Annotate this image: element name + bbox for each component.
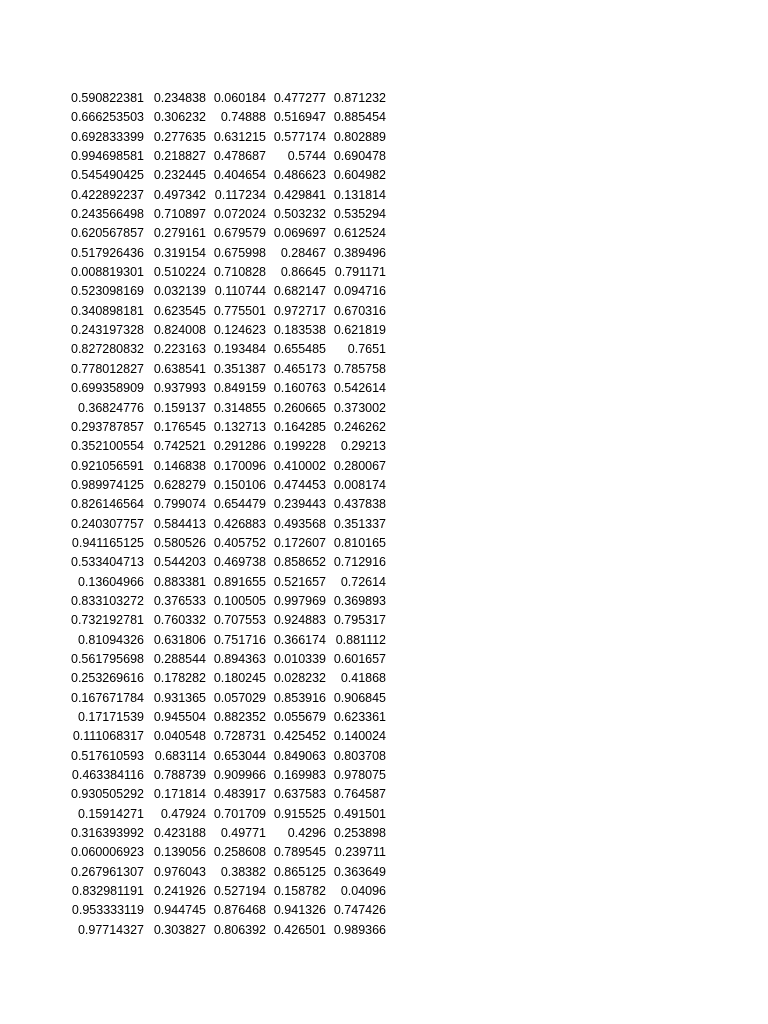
table-cell[interactable]: 0.832981191 bbox=[71, 884, 144, 899]
table-cell[interactable]: 0.17171539 bbox=[77, 710, 144, 724]
table-cell[interactable]: 0.621819 bbox=[333, 323, 386, 338]
table-cell[interactable]: 0.858652 bbox=[273, 555, 326, 570]
table-row bbox=[68, 553, 386, 572]
table-cell[interactable]: 0.146838 bbox=[153, 458, 206, 473]
table-cell[interactable]: 0.29213 bbox=[340, 439, 386, 454]
table-cell[interactable]: 0.924883 bbox=[273, 613, 326, 628]
table-cell[interactable]: 0.13604966 bbox=[77, 574, 144, 589]
table-cell[interactable]: 0.612524 bbox=[333, 226, 386, 241]
table-cell[interactable]: 0.170096 bbox=[213, 458, 266, 473]
table-cell[interactable]: 0.314855 bbox=[213, 400, 266, 415]
table-cell[interactable]: 0.577174 bbox=[273, 129, 326, 144]
table-cell[interactable]: 0.060006923 bbox=[71, 845, 144, 860]
table-cell[interactable]: 0.160763 bbox=[273, 381, 326, 396]
table-cell[interactable]: 0.072024 bbox=[213, 207, 266, 222]
table-cell[interactable]: 0.775501 bbox=[213, 303, 266, 318]
table-cell[interactable]: 0.260665 bbox=[273, 400, 326, 415]
table-cell[interactable]: 0.74888 bbox=[220, 110, 266, 125]
table-cell[interactable]: 0.561795698 bbox=[71, 651, 144, 666]
table-row bbox=[68, 224, 386, 243]
table-cell[interactable]: 0.654479 bbox=[213, 497, 266, 512]
table-cell[interactable]: 0.826146564 bbox=[71, 497, 144, 512]
table-row bbox=[68, 418, 386, 437]
table-cell[interactable]: 0.527194 bbox=[213, 884, 266, 899]
table-row bbox=[68, 89, 386, 108]
table-cell[interactable]: 0.937993 bbox=[153, 381, 206, 396]
table-cell[interactable]: 0.941165125 bbox=[71, 535, 144, 550]
table-cell[interactable]: 0.028232 bbox=[273, 671, 326, 686]
table-cell[interactable]: 0.882352 bbox=[213, 710, 266, 724]
table-cell[interactable]: 0.666253503 bbox=[71, 110, 144, 125]
table-cell[interactable]: 0.827280832 bbox=[71, 342, 144, 357]
table-cell[interactable]: 0.803708 bbox=[333, 748, 386, 763]
table-cell[interactable]: 0.849159 bbox=[213, 381, 266, 396]
table-row bbox=[68, 515, 386, 534]
table-cell[interactable]: 0.306232 bbox=[153, 110, 206, 125]
table-cell[interactable]: 0.5744 bbox=[287, 149, 326, 164]
table-cell[interactable]: 0.497342 bbox=[153, 187, 206, 202]
table-cell[interactable]: 0.465173 bbox=[273, 361, 326, 376]
table-cell[interactable]: 0.580526 bbox=[153, 535, 206, 550]
table-cell[interactable]: 0.710828 bbox=[213, 265, 266, 280]
table-cell[interactable]: 0.429841 bbox=[273, 187, 326, 202]
table-cell[interactable]: 0.131814 bbox=[333, 187, 386, 202]
table-cell[interactable]: 0.171814 bbox=[153, 787, 206, 802]
table-cell[interactable]: 0.258608 bbox=[213, 845, 266, 860]
table-cell[interactable]: 0.180245 bbox=[213, 671, 266, 686]
table-cell[interactable]: 0.915525 bbox=[273, 806, 326, 821]
table-cell[interactable]: 0.865125 bbox=[273, 864, 326, 879]
table-row bbox=[68, 282, 386, 301]
table-cell[interactable]: 0.712916 bbox=[333, 555, 386, 570]
table-cell[interactable]: 0.623361 bbox=[333, 710, 386, 724]
table-cell[interactable]: 0.158782 bbox=[273, 884, 326, 899]
table-cell[interactable]: 0.193484 bbox=[213, 342, 266, 357]
table-cell[interactable]: 0.778012827 bbox=[71, 361, 144, 376]
table-row bbox=[68, 766, 386, 785]
table-row bbox=[68, 631, 386, 650]
table-cell[interactable]: 0.369893 bbox=[333, 593, 386, 608]
table-cell[interactable]: 0.234838 bbox=[153, 91, 206, 105]
table-cell[interactable]: 0.319154 bbox=[153, 245, 206, 260]
table-row bbox=[68, 205, 386, 224]
table-cell[interactable]: 0.989974125 bbox=[71, 477, 144, 492]
table-cell[interactable]: 0.172607 bbox=[273, 535, 326, 550]
table-cell[interactable]: 0.280067 bbox=[333, 458, 386, 473]
table-cell[interactable]: 0.243566498 bbox=[71, 207, 144, 222]
table-cell[interactable]: 0.690478 bbox=[333, 149, 386, 164]
table-cell[interactable]: 0.510224 bbox=[153, 265, 206, 280]
table-cell[interactable]: 0.139056 bbox=[153, 845, 206, 860]
table-cell[interactable]: 0.931365 bbox=[153, 690, 206, 705]
table-row bbox=[68, 824, 386, 843]
table-cell[interactable]: 0.891655 bbox=[213, 574, 266, 589]
table-cell[interactable]: 0.941326 bbox=[273, 903, 326, 918]
table-cell[interactable]: 0.631806 bbox=[153, 632, 206, 647]
table-cell[interactable]: 0.732192781 bbox=[71, 613, 144, 628]
table-cell[interactable]: 0.474453 bbox=[273, 477, 326, 492]
table-cell[interactable]: 0.36824776 bbox=[77, 400, 144, 415]
table-cell[interactable]: 0.069697 bbox=[273, 226, 326, 241]
table-cell[interactable]: 0.176545 bbox=[153, 419, 206, 434]
table-cell[interactable]: 0.542614 bbox=[333, 381, 386, 396]
table-row bbox=[68, 263, 386, 282]
table-cell[interactable]: 0.994698581 bbox=[71, 149, 144, 164]
table-cell[interactable]: 0.631215 bbox=[213, 129, 266, 144]
table-row bbox=[68, 863, 386, 882]
table-cell[interactable]: 0.232445 bbox=[153, 168, 206, 183]
table-row bbox=[68, 901, 386, 920]
table-row bbox=[68, 495, 386, 514]
table-row bbox=[68, 669, 386, 688]
table-cell[interactable]: 0.422892237 bbox=[71, 187, 144, 202]
table-cell[interactable]: 0.423188 bbox=[153, 826, 206, 841]
table-cell[interactable]: 0.010339 bbox=[273, 651, 326, 666]
table-row bbox=[68, 708, 386, 727]
table-cell[interactable]: 0.86645 bbox=[280, 265, 326, 280]
table-cell[interactable]: 0.008819301 bbox=[71, 265, 144, 280]
table-row bbox=[68, 186, 386, 205]
table-cell[interactable]: 0.316393992 bbox=[71, 826, 144, 841]
table-cell[interactable]: 0.516947 bbox=[273, 110, 326, 125]
table-cell[interactable]: 0.366174 bbox=[273, 632, 326, 647]
table-row bbox=[68, 534, 386, 553]
table-cell[interactable]: 0.517610593 bbox=[71, 748, 144, 763]
table-cell[interactable]: 0.584413 bbox=[153, 516, 206, 531]
table-cell[interactable]: 0.253898 bbox=[333, 826, 386, 841]
table-cell[interactable]: 0.876468 bbox=[213, 903, 266, 918]
table-cell[interactable]: 0.363649 bbox=[333, 864, 386, 879]
table-cell[interactable]: 0.679579 bbox=[213, 226, 266, 241]
table-cell[interactable]: 0.881112 bbox=[335, 632, 386, 647]
table-cell[interactable]: 0.670316 bbox=[333, 303, 386, 318]
table-cell[interactable]: 0.7651 bbox=[347, 342, 386, 357]
table-cell[interactable]: 0.060184 bbox=[213, 91, 266, 105]
table-row bbox=[68, 166, 386, 185]
table-row bbox=[68, 476, 386, 495]
table-cell[interactable]: 0.751716 bbox=[213, 632, 266, 647]
table-cell[interactable]: 0.376533 bbox=[153, 593, 206, 608]
table-body bbox=[68, 89, 386, 940]
table-cell[interactable]: 0.535294 bbox=[333, 207, 386, 222]
table-cell[interactable]: 0.169983 bbox=[273, 768, 326, 783]
table-cell[interactable]: 0.110744 bbox=[214, 284, 266, 299]
table-row bbox=[68, 921, 386, 940]
table-cell[interactable]: 0.4296 bbox=[287, 826, 326, 841]
table-cell[interactable]: 0.239443 bbox=[273, 497, 326, 512]
table-cell[interactable]: 0.351387 bbox=[213, 361, 266, 376]
table-cell[interactable]: 0.426501 bbox=[273, 922, 326, 937]
table-cell[interactable]: 0.909966 bbox=[213, 768, 266, 783]
table-row bbox=[68, 340, 386, 359]
table-cell[interactable]: 0.989366 bbox=[333, 922, 386, 937]
table-cell[interactable]: 0.04096 bbox=[340, 884, 386, 899]
table-cell[interactable]: 0.47924 bbox=[160, 806, 206, 821]
table-row bbox=[68, 650, 386, 669]
table-row bbox=[68, 147, 386, 166]
table-cell[interactable]: 0.628279 bbox=[153, 477, 206, 492]
table-cell[interactable]: 0.883381 bbox=[153, 574, 206, 589]
table-cell[interactable]: 0.795317 bbox=[333, 613, 386, 628]
table-cell[interactable]: 0.728731 bbox=[213, 729, 266, 744]
table-cell[interactable]: 0.707553 bbox=[213, 613, 266, 628]
table-cell[interactable]: 0.997969 bbox=[273, 593, 326, 608]
table-row bbox=[68, 592, 386, 611]
table-cell[interactable]: 0.523098169 bbox=[71, 284, 144, 299]
table-row bbox=[68, 399, 386, 418]
table-row bbox=[68, 128, 386, 147]
table-cell[interactable]: 0.150106 bbox=[213, 477, 266, 492]
table-cell[interactable]: 0.288544 bbox=[153, 651, 206, 666]
table-cell[interactable]: 0.638541 bbox=[153, 361, 206, 376]
table-cell[interactable]: 0.491501 bbox=[333, 806, 386, 821]
table-cell[interactable]: 0.806392 bbox=[213, 922, 266, 937]
table-row bbox=[68, 321, 386, 340]
table-cell[interactable]: 0.590822381 bbox=[71, 91, 144, 105]
table-cell[interactable]: 0.100505 bbox=[213, 593, 266, 608]
table-cell[interactable]: 0.802889 bbox=[333, 129, 386, 144]
table-cell[interactable]: 0.463384116 bbox=[71, 768, 144, 783]
table-cell[interactable]: 0.437838 bbox=[333, 497, 386, 512]
table-cell[interactable]: 0.699358909 bbox=[71, 381, 144, 396]
table-cell[interactable]: 0.483917 bbox=[213, 787, 266, 802]
table-cell[interactable]: 0.788739 bbox=[153, 768, 206, 783]
table-row bbox=[68, 457, 386, 476]
table-cell[interactable]: 0.953333119 bbox=[71, 903, 144, 918]
table-cell[interactable]: 0.478687 bbox=[213, 149, 266, 164]
table-cell[interactable]: 0.810165 bbox=[333, 535, 386, 550]
table-cell[interactable]: 0.239711 bbox=[334, 845, 386, 860]
table-cell[interactable]: 0.240307757 bbox=[71, 516, 144, 531]
table-cell[interactable]: 0.124623 bbox=[213, 323, 266, 338]
table-cell[interactable]: 0.604982 bbox=[333, 168, 386, 183]
table-cell[interactable]: 0.178282 bbox=[153, 671, 206, 686]
table-cell[interactable]: 0.132713 bbox=[213, 419, 266, 434]
table-cell[interactable]: 0.81094326 bbox=[77, 632, 144, 647]
table-cell[interactable]: 0.655485 bbox=[273, 342, 326, 357]
table-row bbox=[68, 843, 386, 862]
table-cell[interactable]: 0.545490425 bbox=[71, 168, 144, 183]
table-row bbox=[68, 747, 386, 766]
table-cell[interactable]: 0.683114 bbox=[154, 748, 206, 763]
table-cell[interactable]: 0.246262 bbox=[333, 419, 386, 434]
table-cell[interactable]: 0.944745 bbox=[153, 903, 206, 918]
table-cell[interactable]: 0.653044 bbox=[213, 748, 266, 763]
table-cell[interactable]: 0.945504 bbox=[153, 710, 206, 724]
table-cell[interactable]: 0.405752 bbox=[213, 535, 266, 550]
table-cell[interactable]: 0.742521 bbox=[153, 439, 206, 454]
table-cell[interactable]: 0.885454 bbox=[333, 110, 386, 125]
table-cell[interactable]: 0.241926 bbox=[153, 884, 206, 899]
table-cell[interactable]: 0.303827 bbox=[153, 922, 206, 937]
table-cell[interactable]: 0.824008 bbox=[153, 323, 206, 338]
table-row bbox=[68, 244, 386, 263]
table-cell[interactable]: 0.675998 bbox=[213, 245, 266, 260]
table-cell[interactable]: 0.692833399 bbox=[71, 129, 144, 144]
table-cell[interactable]: 0.425452 bbox=[273, 729, 326, 744]
table-cell[interactable]: 0.833103272 bbox=[71, 593, 144, 608]
table-row bbox=[68, 727, 386, 746]
table-cell[interactable]: 0.637583 bbox=[273, 787, 326, 802]
table-cell[interactable]: 0.521657 bbox=[273, 574, 326, 589]
table-row bbox=[68, 805, 386, 824]
table-cell[interactable]: 0.701709 bbox=[213, 806, 266, 821]
table-cell[interactable]: 0.760332 bbox=[153, 613, 206, 628]
table-cell[interactable]: 0.293787857 bbox=[71, 419, 144, 434]
table-cell[interactable]: 0.117234 bbox=[214, 187, 266, 202]
table-cell[interactable]: 0.747426 bbox=[333, 903, 386, 918]
table-cell[interactable]: 0.404654 bbox=[213, 168, 266, 183]
table-row bbox=[68, 360, 386, 379]
table-cell[interactable]: 0.871232 bbox=[333, 91, 386, 105]
table-cell[interactable]: 0.853916 bbox=[273, 690, 326, 705]
table-cell[interactable]: 0.253269616 bbox=[71, 671, 144, 686]
table-cell[interactable]: 0.38382 bbox=[220, 864, 266, 879]
table-cell[interactable]: 0.517926436 bbox=[71, 245, 144, 260]
table-cell[interactable]: 0.15914271 bbox=[77, 806, 144, 821]
table-cell[interactable]: 0.218827 bbox=[153, 149, 206, 164]
table-cell[interactable]: 0.623545 bbox=[153, 303, 206, 318]
table-cell[interactable]: 0.164285 bbox=[273, 419, 326, 434]
table-cell[interactable]: 0.799074 bbox=[153, 497, 206, 512]
table-cell[interactable]: 0.140024 bbox=[333, 729, 386, 744]
table-cell[interactable]: 0.789545 bbox=[273, 845, 326, 860]
table-row bbox=[68, 611, 386, 630]
table-cell[interactable]: 0.544203 bbox=[153, 555, 206, 570]
table-cell[interactable]: 0.493568 bbox=[273, 516, 326, 531]
table-cell[interactable]: 0.976043 bbox=[153, 864, 206, 879]
table-cell[interactable]: 0.426883 bbox=[213, 516, 266, 531]
table-row bbox=[68, 108, 386, 127]
table-cell[interactable]: 0.111068317 bbox=[72, 729, 144, 744]
table-cell[interactable]: 0.41868 bbox=[340, 671, 386, 686]
table-cell[interactable]: 0.682147 bbox=[273, 284, 326, 299]
table-cell[interactable]: 0.97714327 bbox=[77, 922, 144, 937]
table-cell[interactable]: 0.351337 bbox=[333, 516, 386, 531]
table-cell[interactable]: 0.199228 bbox=[273, 439, 326, 454]
table-row bbox=[68, 379, 386, 398]
table-cell[interactable]: 0.49771 bbox=[220, 826, 266, 841]
table-cell[interactable]: 0.477277 bbox=[273, 91, 326, 105]
table-cell[interactable]: 0.921056591 bbox=[71, 458, 144, 473]
table-cell[interactable]: 0.291286 bbox=[213, 439, 266, 454]
table-cell[interactable]: 0.008174 bbox=[333, 477, 386, 492]
table-row bbox=[68, 689, 386, 708]
table-cell[interactable]: 0.930505292 bbox=[71, 787, 144, 802]
table-cell[interactable]: 0.791171 bbox=[334, 265, 386, 280]
table-cell[interactable]: 0.167671784 bbox=[71, 690, 144, 705]
table-cell[interactable]: 0.978075 bbox=[333, 768, 386, 783]
data-table bbox=[68, 89, 386, 940]
table-row bbox=[68, 437, 386, 456]
table-cell[interactable]: 0.469738 bbox=[213, 555, 266, 570]
table-cell[interactable]: 0.533404713 bbox=[71, 555, 144, 570]
table-cell[interactable]: 0.055679 bbox=[273, 710, 326, 724]
table-cell[interactable]: 0.057029 bbox=[213, 690, 266, 705]
table-cell[interactable]: 0.277635 bbox=[153, 129, 206, 144]
table-cell[interactable]: 0.906845 bbox=[333, 690, 386, 705]
table-cell[interactable]: 0.183538 bbox=[273, 323, 326, 338]
table-cell[interactable]: 0.486623 bbox=[273, 168, 326, 183]
table-cell[interactable]: 0.28467 bbox=[280, 245, 326, 260]
table-cell[interactable]: 0.040548 bbox=[153, 729, 206, 744]
table-cell[interactable]: 0.849063 bbox=[273, 748, 326, 763]
table-cell[interactable]: 0.72614 bbox=[340, 574, 386, 589]
table-cell[interactable]: 0.267961307 bbox=[71, 864, 144, 879]
table-cell[interactable]: 0.785758 bbox=[333, 361, 386, 376]
table-cell[interactable]: 0.223163 bbox=[153, 342, 206, 357]
table-cell[interactable]: 0.243197328 bbox=[71, 323, 144, 338]
table-cell[interactable]: 0.340898181 bbox=[71, 303, 144, 318]
table-cell[interactable]: 0.503232 bbox=[273, 207, 326, 222]
table-cell[interactable]: 0.764587 bbox=[333, 787, 386, 802]
table-cell[interactable]: 0.389496 bbox=[333, 245, 386, 260]
table-cell[interactable]: 0.373002 bbox=[333, 400, 386, 415]
table-cell[interactable]: 0.159137 bbox=[153, 400, 206, 415]
table-row bbox=[68, 573, 386, 592]
table-cell[interactable]: 0.894363 bbox=[213, 651, 266, 666]
table-cell[interactable]: 0.410002 bbox=[273, 458, 326, 473]
table-cell[interactable]: 0.032139 bbox=[153, 284, 206, 299]
table-cell[interactable]: 0.601657 bbox=[333, 651, 386, 666]
table-row bbox=[68, 302, 386, 321]
table-cell[interactable]: 0.094716 bbox=[333, 284, 386, 299]
table-cell[interactable]: 0.972717 bbox=[273, 303, 326, 318]
table-cell[interactable]: 0.620567857 bbox=[71, 226, 144, 241]
table-cell[interactable]: 0.352100554 bbox=[71, 439, 144, 454]
table-row bbox=[68, 882, 386, 901]
table-cell[interactable]: 0.279161 bbox=[153, 226, 206, 241]
table-cell[interactable]: 0.710897 bbox=[153, 207, 206, 222]
table-row bbox=[68, 785, 386, 804]
